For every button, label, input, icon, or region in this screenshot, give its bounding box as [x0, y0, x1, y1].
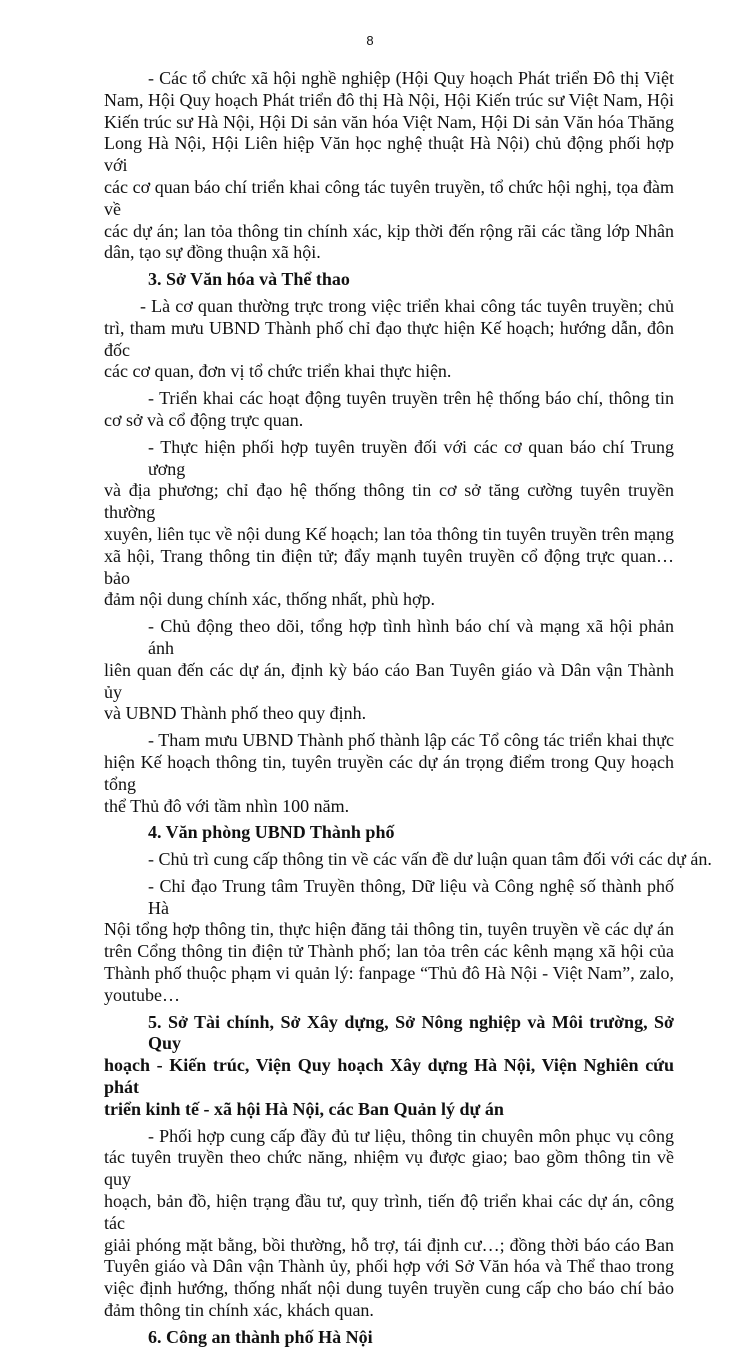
- text-line: tác tuyên truyền theo chức năng, nhiệm vụ được giao; bao gồm thông tin về quy: [104, 1147, 674, 1190]
- paragraph: [104, 730, 674, 817]
- text-line: cơ sở và cổ động trực quan.: [104, 409, 304, 430]
- text-line: các dự án; lan tỏa thông tin chính xác, kịp thời đến rộng rãi các tầng lớp Nhân: [104, 220, 674, 241]
- paragraph: [104, 388, 674, 432]
- text-line: - Thực hiện phối hợp tuyên truyền đối với các cơ quan báo chí Trung ương: [148, 436, 674, 479]
- paragraph: [104, 437, 674, 611]
- text-line: các cơ quan, đơn vị tổ chức triển khai thực hiện.: [104, 361, 452, 382]
- text-line: và địa phương; chỉ đạo hệ thống thông tin cơ sở tăng cường tuyên truyền thường: [104, 480, 674, 523]
- text-line: hiện Kế hoạch thông tin, tuyên truyền các dự án trọng điểm trong Quy hoạch tổng: [104, 751, 674, 794]
- paragraph: [104, 616, 674, 725]
- text-line: dân, tạo sự đồng thuận xã hội.: [104, 242, 321, 263]
- text-line: và UBND Thành phố theo quy định.: [104, 703, 367, 724]
- section-heading: [104, 1012, 674, 1121]
- text-line: giải phóng mặt bằng, bồi thường, hỗ trợ, tái định cư…; đồng thời báo cáo Ban: [104, 1234, 674, 1255]
- text-line: các cơ quan báo chí triển khai công tác tuyên truyền, tổ chức hội nghị, tọa đàm về: [104, 176, 674, 219]
- text-line: việc định hướng, thống nhất nội dung tuyên truyền cung cấp cho báo chí bảo: [104, 1278, 674, 1299]
- text-line: trì, tham mưu UBND Thành phố chỉ đạo thực hiện Kế hoạch; hướng dẫn, đôn đốc: [104, 317, 674, 360]
- text-line: xã hội, Trang thông tin điện tử; đẩy mạnh tuyên truyền cổ động trực quan… bảo: [104, 545, 674, 588]
- text-line: hoạch - Kiến trúc, Viện Quy hoạch Xây dựng Hà Nội, Viện Nghiên cứu phát: [104, 1055, 674, 1098]
- text-line: xuyên, liên tục về nội dung Kế hoạch; lan tỏa thông tin tuyên truyền trên mạng: [104, 523, 674, 544]
- text-line: Kiến trúc sư Hà Nội, Hội Di sản văn hóa Việt Nam, Hội Di sản Văn hóa Thăng: [104, 111, 674, 132]
- text-line: liên quan đến các dự án, định kỳ báo cáo Ban Tuyên giáo và Dân vận Thành ủy: [104, 659, 674, 702]
- paragraph: [104, 1126, 674, 1322]
- text-line: - Chủ trì cung cấp thông tin về các vấn đề dư luận quan tâm đối với các dự án.: [148, 849, 712, 870]
- text-line: - Phối hợp cung cấp đầy đủ tư liệu, thông tin chuyên môn phục vụ công: [148, 1125, 674, 1146]
- text-line: 6. Công an thành phố Hà Nội: [148, 1326, 373, 1347]
- section-heading: [104, 269, 674, 291]
- text-line: Long Hà Nội, Hội Liên hiệp Văn học nghệ thuật Hà Nội) chủ động phối hợp với: [104, 133, 674, 176]
- text-line: - Chủ động theo dõi, tổng hợp tình hình báo chí và mạng xã hội phản ánh: [148, 616, 674, 658]
- text-line: đảm thông tin chính xác, khách quan.: [104, 1300, 374, 1321]
- text-line: 5. Sở Tài chính, Sở Xây dựng, Sở Nông nghiệp và Môi trường, Sở Quy: [148, 1011, 674, 1054]
- text-line: - Là cơ quan thường trực trong việc triển khai công tác tuyên truyền; chủ: [140, 295, 674, 316]
- text-line: đảm nội dung chính xác, thống nhất, phù hợp.: [104, 589, 435, 610]
- text-line: thể Thủ đô với tầm nhìn 100 năm.: [104, 795, 350, 816]
- paragraph: [104, 68, 674, 264]
- text-line: triển kinh tế - xã hội Hà Nội, các Ban Quản lý dự án: [104, 1098, 504, 1119]
- text-line: - Triển khai các hoạt động tuyên truyền trên hệ thống báo chí, thông tin: [148, 388, 674, 409]
- text-line: Thành phố thuộc phạm vi quản lý: fanpage “Thủ đô Hà Nội - Việt Nam”, zalo,: [104, 963, 674, 984]
- text-line: trên Cổng thông tin điện tử Thành phố; lan tỏa trên các kênh mạng xã hội của: [104, 941, 674, 962]
- text-line: Tuyên giáo và Dân vận Thành ủy, phối hợp với Sở Văn hóa và Thể thao trong: [104, 1256, 674, 1277]
- text-line: 4. Văn phòng UBND Thành phố: [148, 822, 395, 843]
- paragraph: [104, 876, 674, 1007]
- text-line: Nội tổng hợp thông tin, thực hiện đăng tải thông tin, tuyên truyền về các dự án: [104, 919, 674, 940]
- text-line: - Chỉ đạo Trung tâm Truyền thông, Dữ liệu và Công nghệ số thành phố Hà: [148, 875, 674, 918]
- text-line: 3. Sở Văn hóa và Thể thao: [148, 269, 350, 290]
- text-line: hoạch, bản đồ, hiện trạng đầu tư, quy trình, tiến độ triển khai các dự án, công tác: [104, 1191, 674, 1233]
- text-line: - Tham mưu UBND Thành phố thành lập các Tổ công tác triển khai thực: [148, 730, 674, 751]
- document-body: [104, 68, 712, 1354]
- text-line: - Các tổ chức xã hội nghề nghiệp (Hội Quy hoạch Phát triển Đô thị Việt: [148, 68, 674, 88]
- section-heading: [104, 822, 674, 844]
- text-line: youtube…: [104, 984, 180, 1005]
- text-line: Nam, Hội Quy hoạch Phát triển đô thị Hà Nội, Hội Kiến trúc sư Việt Nam, Hội: [104, 89, 674, 110]
- page-number: 8: [366, 33, 374, 48]
- paragraph: [104, 849, 712, 871]
- paragraph: [104, 296, 674, 383]
- section-heading: [104, 1327, 674, 1349]
